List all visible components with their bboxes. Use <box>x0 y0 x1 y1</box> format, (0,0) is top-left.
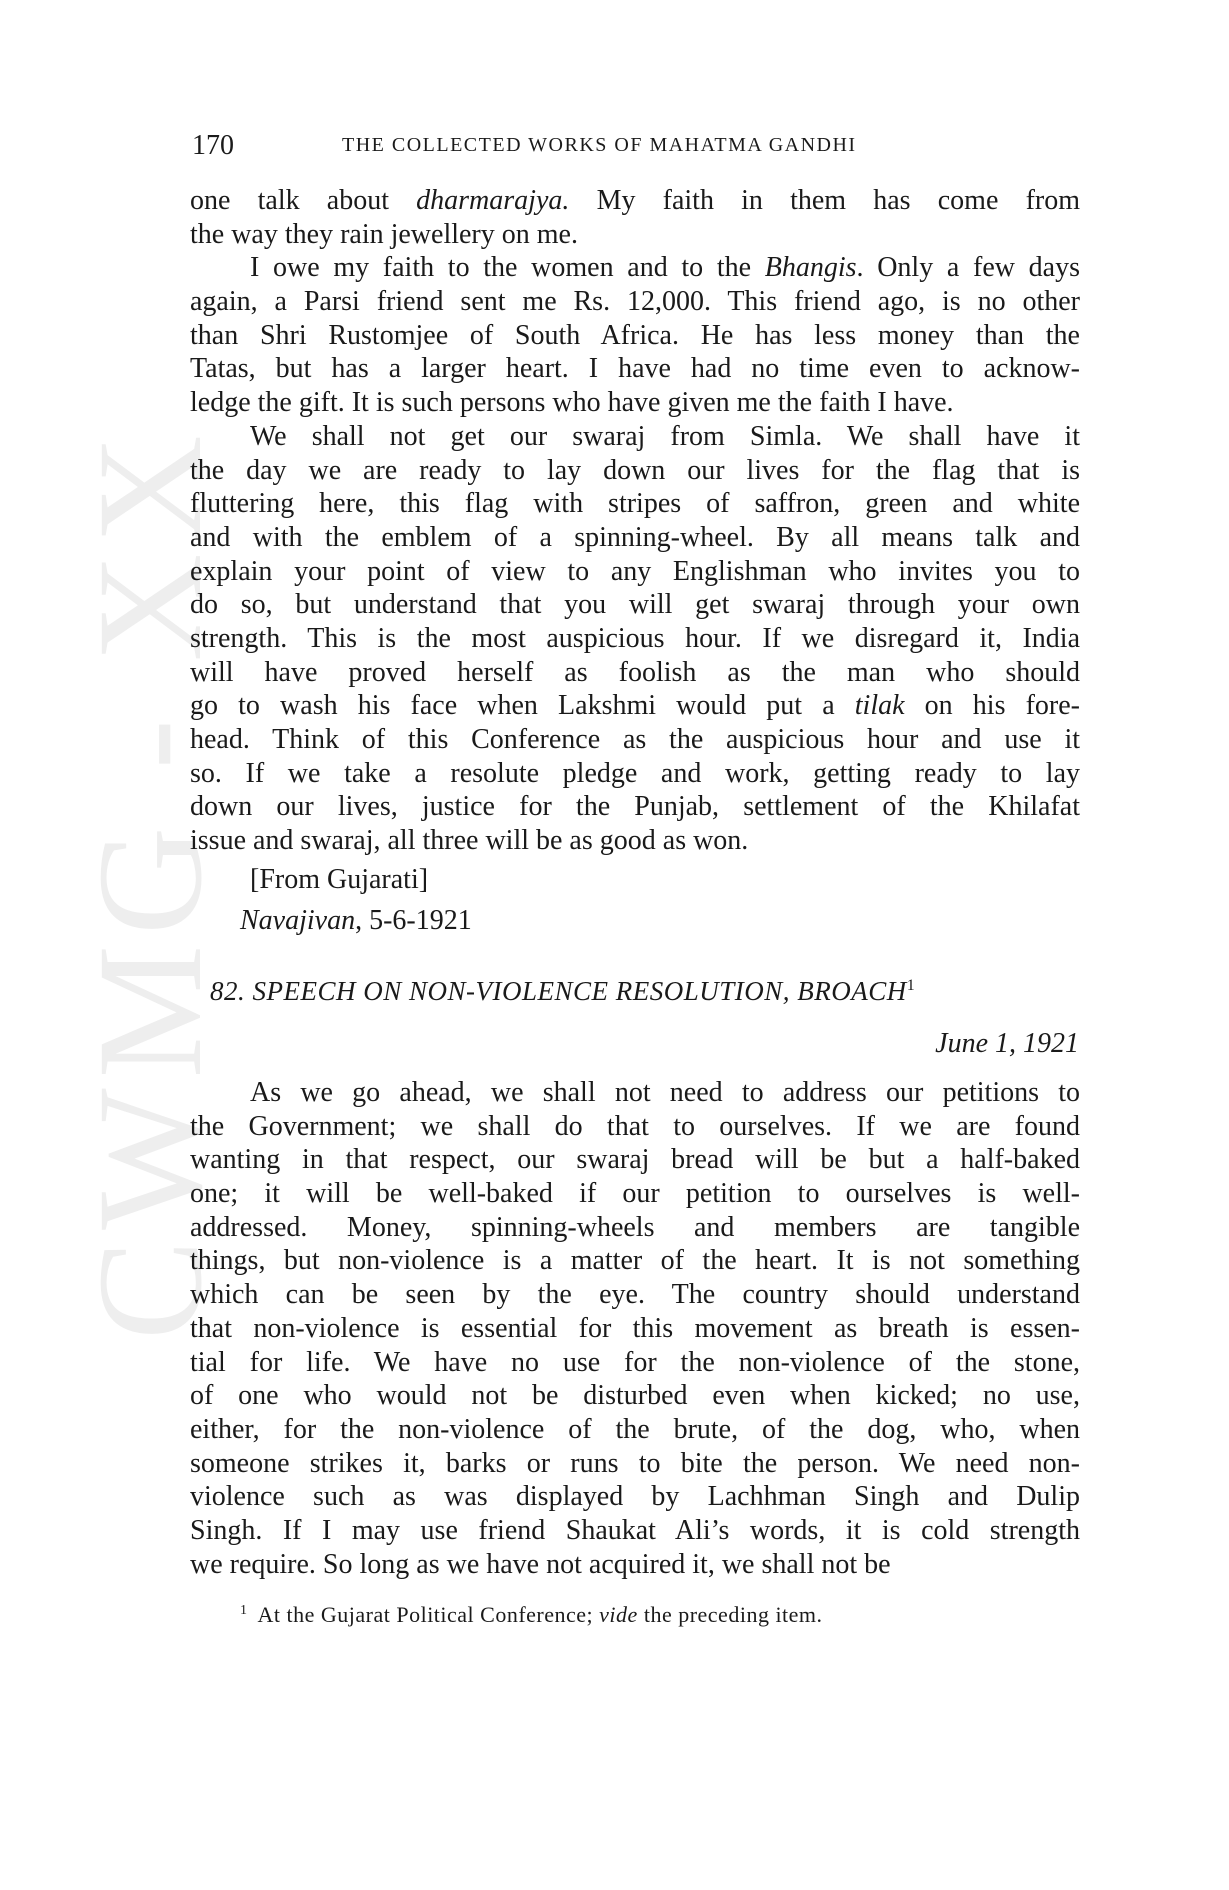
text-line: explain your point of view to any Englishman who invites you to <box>190 555 1080 587</box>
text-line: head. Think of this Conference as the auspicious hour and use it <box>190 724 1080 755</box>
citation-date: , 5-6-1921 <box>355 905 472 936</box>
text-line: issue and swaraj, all three will be as good as won. <box>190 825 749 857</box>
text-line: again, a Parsi friend sent me Rs. 12,000. This friend ago, is no other <box>190 286 1080 318</box>
publication: Navajivan <box>240 905 356 936</box>
italic-term: tilak <box>854 690 905 722</box>
text-line: down our lives, justice for the Punjab, settlement of the Khilafat <box>190 791 1080 823</box>
running-header <box>192 130 1082 162</box>
text-line: we require. So long as we have not acquired it, we shall not be <box>190 1548 891 1580</box>
text-line: the Government; we shall do that to ourselves. If we are found <box>190 1110 1080 1142</box>
speech-date: June 1, 1921 <box>935 1028 1079 1059</box>
text-line: Singh. If I may use friend Shaukat Ali’s words, it is cold strength <box>190 1514 1080 1546</box>
text-line: I owe my faith to the women and to the Bhangis. Only a few days <box>250 252 1080 284</box>
text-line: strength. This is the most auspicious hour. If we disregard it, India <box>190 622 1080 654</box>
watermark: CWMG - XX <box>67 425 233 1340</box>
text-line: tial for life. We have no use for the non-violence of the stone, <box>190 1346 1080 1378</box>
text-line: fluttering here, this flag with stripes of saffron, green and white <box>190 488 1080 520</box>
text-line: of one who would not be disturbed even when kicked; no use, <box>190 1380 1080 1412</box>
footnote-mark: 1 <box>240 1602 248 1618</box>
footnote-italic: vide <box>599 1602 638 1627</box>
text-line: someone strikes it, barks or runs to bite the person. We need non- <box>190 1447 1080 1479</box>
text-line: which can be seen by the eye. The country should understand <box>190 1279 1080 1311</box>
page-number: 170 <box>192 130 234 161</box>
body-text-bottom <box>190 1076 1080 1581</box>
text-line: and with the emblem of a spinning-wheel. By all means talk and <box>190 521 1080 553</box>
citation <box>240 905 472 937</box>
text-line: Tatas, but has a larger heart. I have had no time even to acknow- <box>190 353 1080 385</box>
text-line: wanting in that respect, our swaraj bread will be but a half-baked <box>190 1144 1080 1176</box>
text-line: go to wash his face when Lakshmi would put a tilak on his fore- <box>190 690 1081 722</box>
source-note: [From Gujarati] <box>250 864 429 895</box>
text-line: that non-violence is essential for this movement as breath is essen- <box>190 1312 1080 1344</box>
footnote-text-end: the preceding item. <box>637 1602 823 1627</box>
text-line: As we go ahead, we shall not need to address our petitions to <box>250 1077 1080 1108</box>
footnote-text: At the Gujarat Political Conference; <box>257 1602 600 1627</box>
text-line: will have proved herself as foolish as the man who should <box>190 656 1080 688</box>
text-line: than Shri Rustomjee of South Africa. He has less money than the <box>190 319 1080 351</box>
running-title: THE COLLECTED WORKS OF MAHATMA GANDHI <box>342 134 857 156</box>
body-text-top <box>190 184 1080 858</box>
italic-term: Bhangis <box>764 252 857 284</box>
text-line: things, but non-violence is a matter of the heart. It is not something <box>190 1245 1080 1277</box>
text-line: We shall not get our swaraj from Simla. We shall have it <box>250 420 1080 452</box>
text-line: either, for the non-violence of the brute, of the dog, who, when <box>190 1413 1080 1445</box>
text-line: one; it will be well-baked if our petition to ourselves is well- <box>190 1178 1080 1210</box>
text-line: one talk about dharmarajya. My faith in them has come from <box>190 185 1080 216</box>
italic-term: dharmarajya. <box>416 185 570 216</box>
footnote <box>240 1602 823 1628</box>
footnote-ref: 1 <box>906 977 916 994</box>
text-line: violence such as was displayed by Lachhman Singh and Dulip <box>190 1481 1080 1513</box>
section-heading-text: 82. SPEECH ON NON-VIOLENCE RESOLUTION, BROACH <box>210 976 907 1006</box>
text-line: the day we are ready to lay down our lives for the flag that is <box>190 454 1080 486</box>
text-line: do so, but understand that you will get swaraj through your own <box>190 589 1080 621</box>
text-line: the way they rain jewellery on me. <box>190 218 578 250</box>
text-line: so. If we take a resolute pledge and work, getting ready to lay <box>190 757 1080 789</box>
text-line: ledge the gift. It is such persons who have given me the faith I have. <box>190 387 954 419</box>
section-heading <box>210 976 915 1007</box>
text-line: addressed. Money, spinning-wheels and members are tangible <box>190 1211 1080 1243</box>
